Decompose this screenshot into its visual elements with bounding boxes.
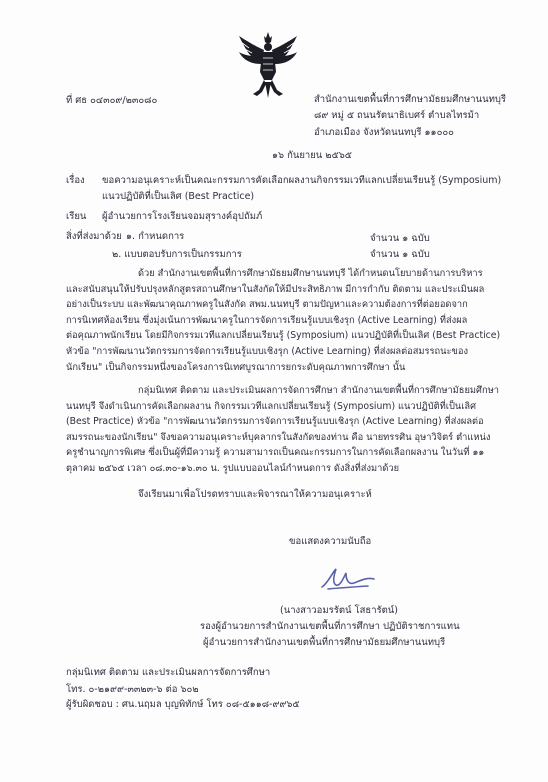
footer-department: กลุ่มนิเทศ ติดตาม และประเมินผลการจัดการศึกษา: [66, 667, 271, 678]
paragraph-2-line: สมรรถนะของนักเรียน" จึงขอความอนุเคราะห์บุคลากรในสังกัดของท่าน คือ นายทรรศิน อุษาวิจิตร์ ตำแหน่ง: [66, 431, 491, 443]
paragraph-2-line: ตุลาคม ๒๕๖๕ เวลา ๐๘.๓๐-๑๖.๓๐ น. รูปแบบออนไลน์กำหนดการ ดังสิ่งที่ส่งมาด้วย: [66, 462, 400, 474]
attachments-label: สิ่งที่ส่งมาด้วย: [66, 231, 122, 242]
recipient-value: ผู้อำนวยการโรงเรียนจอมสุรางค์อุปถัมภ์: [102, 211, 263, 222]
signer-title-line1: รองผู้อำนวยการสำนักงานเขตพื้นที่การศึกษา ปฏิบัติราชการแทน: [200, 621, 460, 632]
closing-salutation: ขอแสดงความนับถือ: [289, 536, 372, 547]
handwritten-signature: [318, 563, 378, 593]
paragraph-1-line: นักเรียน" เป็นกิจกรรมหนึ่งของโครงการนิเทศบูรณาการยกระดับคุณภาพการศึกษา นั้น: [66, 361, 406, 373]
paragraph-2-line: กลุ่มนิเทศ ติดตาม และประเมินผลการจัดการศึกษา สำนักงานเขตพื้นที่การศึกษามัธยมศึกษา: [138, 385, 499, 396]
footer-phone: โทร. ๐-๒๑๙๙-๓๓๒๓-๖ ต่อ ๖๐๒: [66, 684, 199, 695]
document-number: ที่ ศธ ๐๔๓๐๙/๒๓๐๘๐: [66, 95, 158, 106]
paragraph-2-line: นนทบุรี จึงดำเนินการคัดเลือกผลงาน กิจกรรมเวทีแลกเปลี่ยนเรียนรู้ (Symposium) แนวปฏิบัติที่เป็นเลิศ: [66, 400, 477, 412]
recipient-label: เรียน: [66, 211, 87, 222]
footer-responsible: ผู้รับผิดชอบ : ศน.นฤมล บุญพิทักษ์ โทร ๐๘-๕๑๑๘-๙๙๖๕: [66, 699, 300, 710]
subject-line1: ขอความอนุเคราะห์เป็นคณะกรรมการคัดเลือกผลงานกิจกรรมเวทีแลกเปลี่ยนเรียนรู้ (Symposium): [102, 175, 502, 186]
paragraph-1-line: ด้วย สำนักงานเขตพื้นที่การศึกษามัธยมศึกษานนทบุรี ได้กำหนดนโยบายด้านการบริหาร: [138, 268, 483, 279]
paragraph-2-line: (Best Practice) หัวข้อ "การพัฒนานวัตกรรมการจัดการเรียนรู้แบบเชิงรุก (Active Learning) ที่ส่งผลต่อ: [66, 416, 484, 428]
attachment-item-1: ๑. กำหนดการ: [126, 231, 185, 242]
office-address-line2: อำเภอเมือง จังหวัดนนทบุรี ๑๑๐๐๐: [314, 127, 454, 138]
closing-request: จึงเรียนมาเพื่อโปรดทราบและพิจารณาให้ความอนุเคราะห์: [138, 489, 372, 500]
signer-title-line2: ผู้อำนวยการสำนักงานเขตพื้นที่การศึกษามัธยมศึกษานนทบุรี: [203, 637, 446, 648]
paragraph-1-line: การนิเทศห้องเรียน ซึ่งมุ่งเน้นการพัฒนาครูในการจัดการเรียนรู้แบบเชิงรุก (Active Learning) ที่ส่งผล: [66, 314, 468, 326]
paragraph-1-line: ต่อคุณภาพนักเรียน โดยมีกิจกรรมเวทีแลกเปลี่ยนเรียนรู้ (Symposium) แนวปฏิบัติที่เป็นเลิศ (Best Practice): [66, 330, 501, 342]
letter-date: ๑๖ กันยายน ๒๕๖๕: [272, 150, 352, 161]
paragraph-2-line: ครูชำนาญการพิเศษ ซึ่งเป็นผู้ที่มีความรู้ ความสามารถเป็นคณะกรรมการในการคัดเลือกผลงาน ในวันที่ ๑๑: [66, 447, 485, 459]
subject-label: เรื่อง: [66, 175, 85, 186]
paragraph-1-line: และสนับสนุนให้ปรับปรุงหลักสูตรสถานศึกษาในสังกัดให้มีประสิทธิภาพ มีการกำกับ ติดตาม และประเมินผล: [66, 283, 485, 295]
body-paragraph-1: [66, 266, 501, 375]
attachment-qty-1: จำนวน ๑ ฉบับ: [370, 233, 430, 244]
subject-line2: แนวปฏิบัติที่เป็นเลิศ (Best Practice): [102, 191, 255, 202]
office-name: สำนักงานเขตพื้นที่การศึกษามัธยมศึกษานนทบุรี: [314, 94, 506, 105]
garuda-emblem-icon: [237, 30, 299, 100]
office-address-line1: ๘๙ หมู่ ๕ ถนนรัตนาธิเบศร์ ตำบลไทรม้า: [314, 110, 480, 121]
attachment-qty-2: จำนวน ๑ ฉบับ: [370, 249, 430, 260]
body-paragraph-2: [66, 383, 499, 477]
paragraph-1-line: หัวข้อ "การพัฒนานวัตกรรมการจัดการเรียนรู้แบบเชิงรุก (Active Learning) ที่ส่งผลต่อสมรรถนะของ: [66, 345, 468, 357]
attachment-item-2: ๒. แบบตอบรับการเป็นกรรมการ: [112, 249, 242, 260]
paragraph-1-line: อย่างเป็นระบบ และพัฒนาคุณภาพครูในสังกัด สพม.นนทบุรี ตามปัญหาและความต้องการที่ต่อยอดจาก: [66, 299, 468, 311]
signer-name: (นางสาวอมรรัตน์ โสธารัตน์): [280, 605, 399, 616]
